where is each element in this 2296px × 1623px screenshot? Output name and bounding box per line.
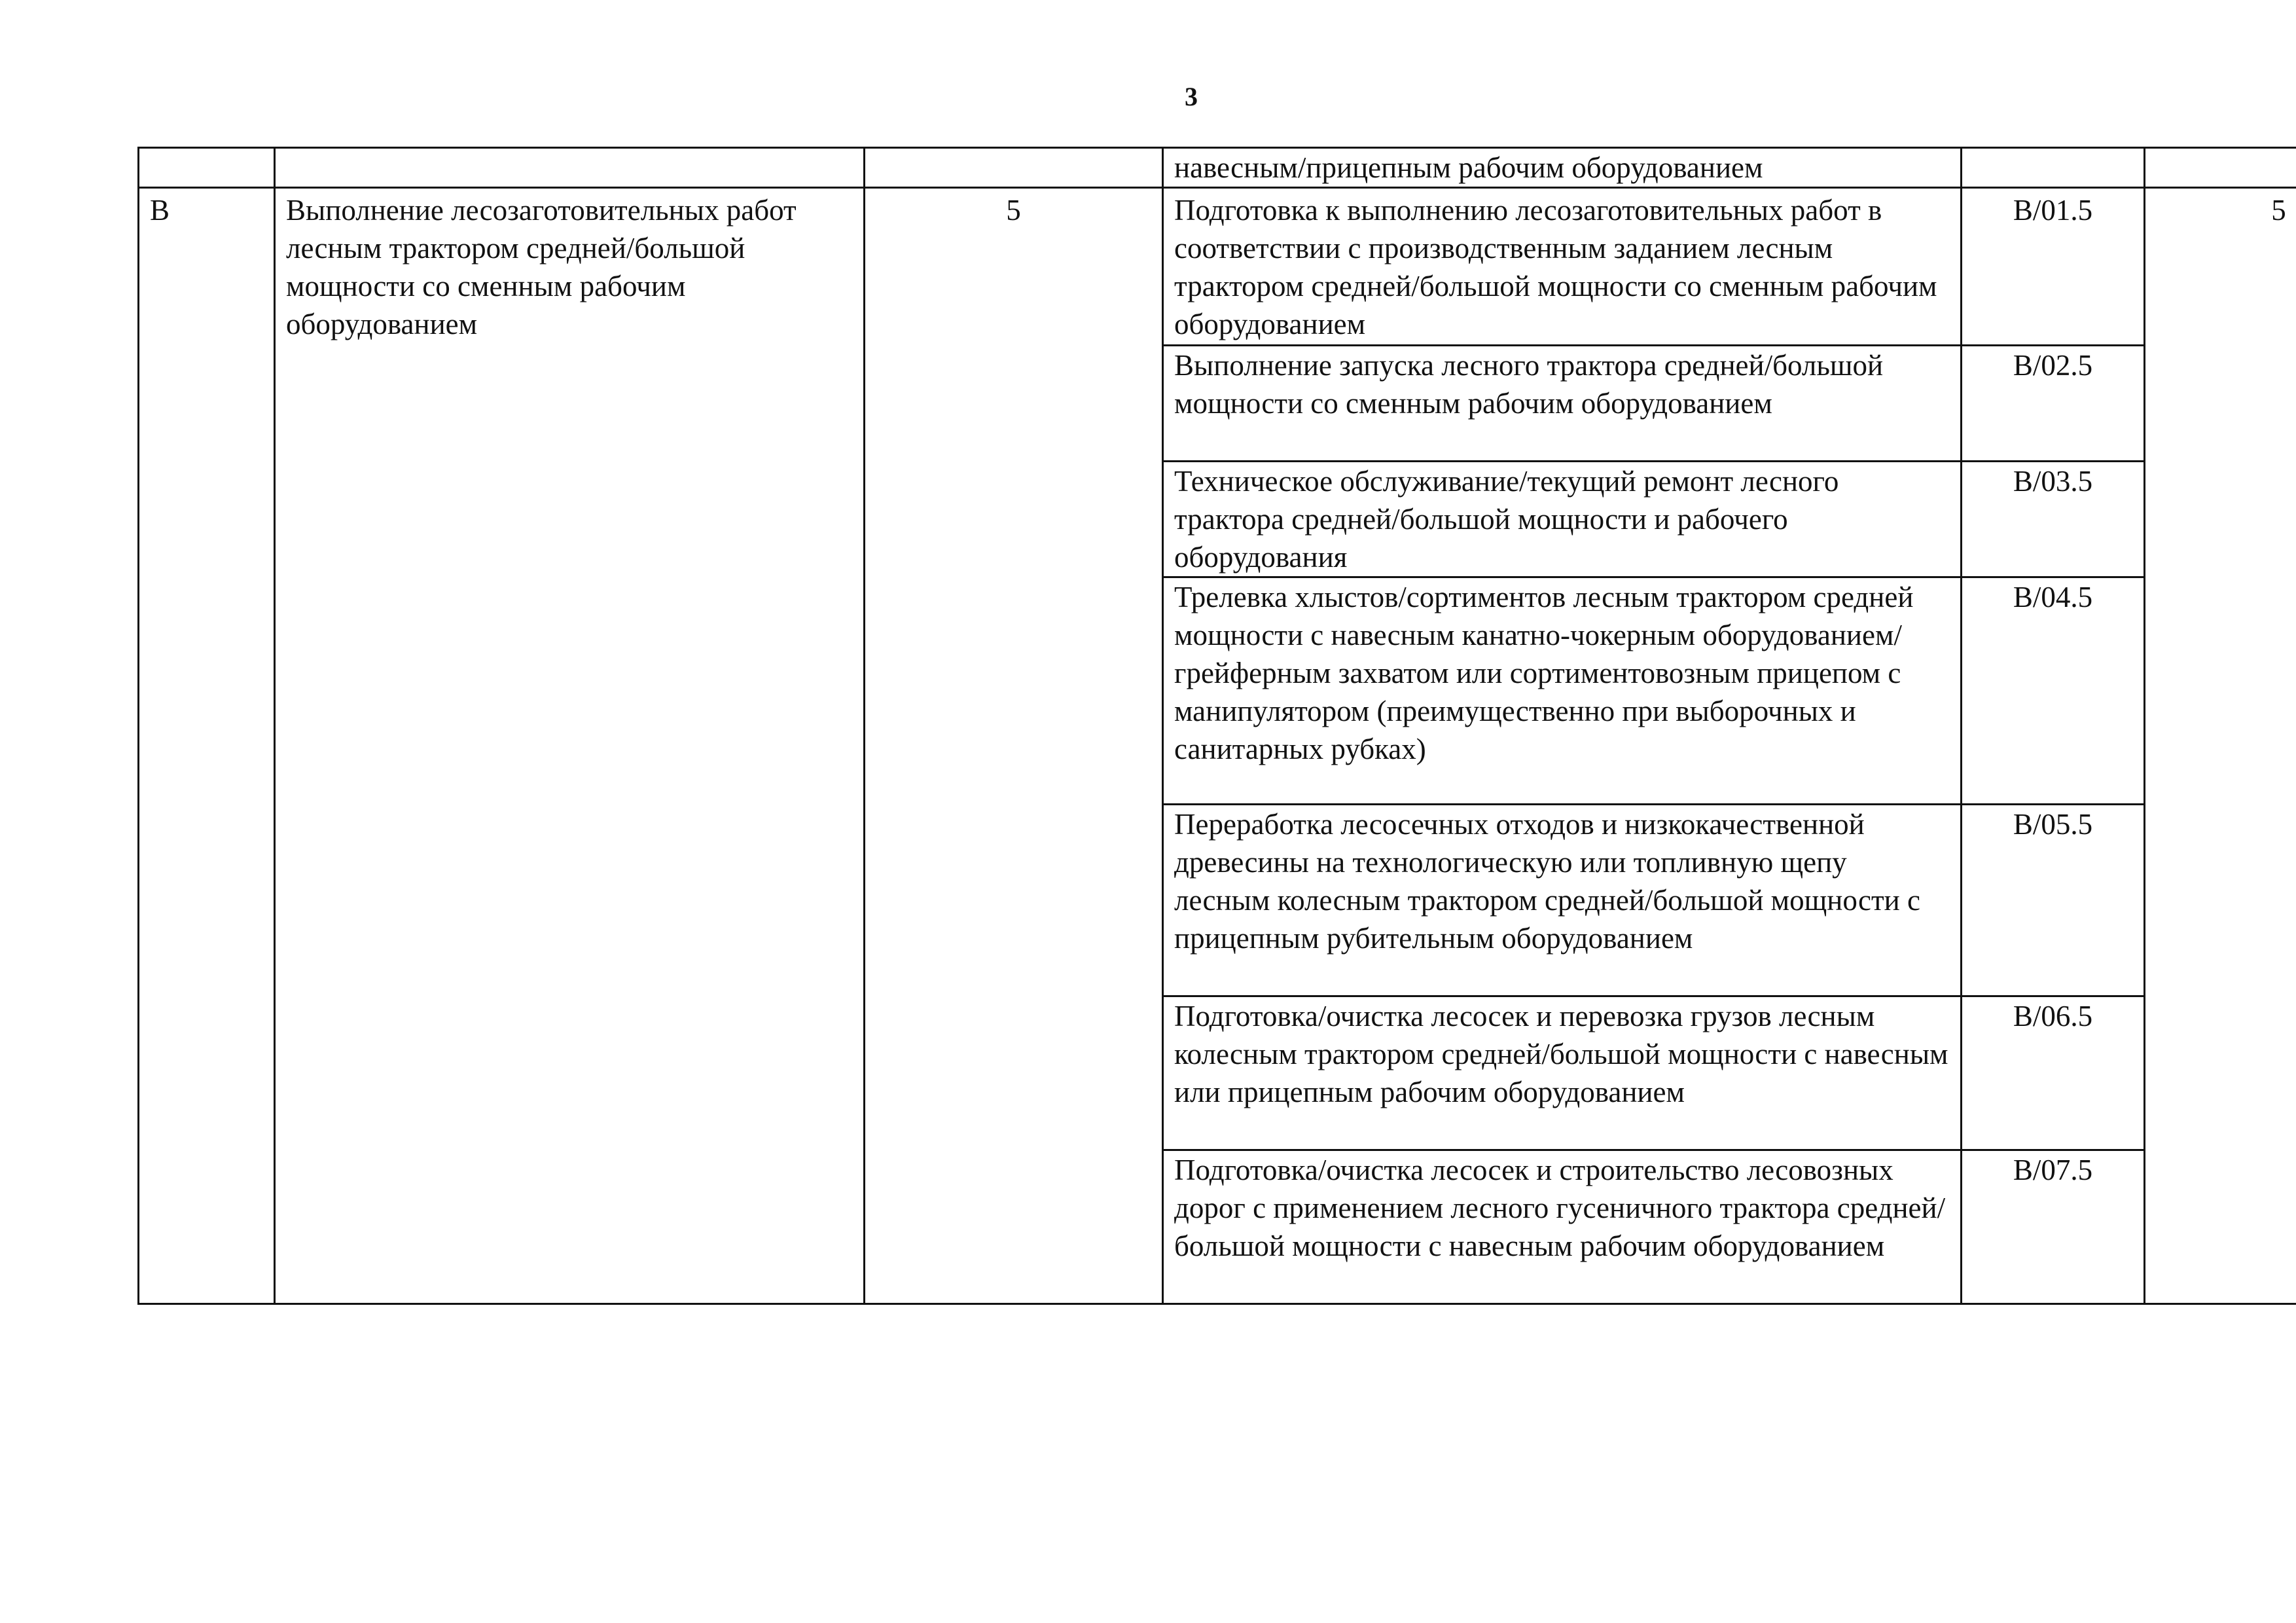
page-number: 3 [1185,82,1198,111]
labor-function-code: B/05.5 [1962,805,2145,996]
continuation-function-code-cell [1962,148,2145,188]
professional-standard-table [137,147,2296,1305]
generalized-function-name: Выполнение лесозаготовительных работ лесным трактором средней/большой мощности со сменным рабочим оборудованием [275,188,865,1304]
labor-functions-level: 5 [2145,188,2296,1304]
labor-function-name: Выполнение запуска лесного трактора средней/большой мощности со сменным рабочим оборудованием [1163,346,1962,462]
labor-function-name: Подготовка/очистка лесосек и строительство лесовозных дорог с применением лесного гусеничного трактора средней/большой мощности с навесным рабочим оборудованием [1163,1150,1962,1304]
continuation-row [139,148,2296,188]
labor-function-name: Переработка лесосечных отходов и низкокачественной древесины на технологическую или топливную щепу лесным колесным трактором средней/большой мощности с прицепным рубительным оборудованием [1163,805,1962,996]
labor-function-name: Техническое обслуживание/текущий ремонт лесного трактора средней/большой мощности и рабочего оборудования [1163,462,1962,577]
continuation-code-cell [139,148,275,188]
labor-function-name: Трелевка хлыстов/сортиментов лесным трактором средней мощности с навесным канатно-чокерным оборудованием/ грейферным захватом или сортиментовозным прицепом с манипулятором (преимущественно при выборочных и санитарных рубках) [1163,577,1962,805]
generalized-function-code: B [139,188,275,1304]
labor-function-name: Подготовка/очистка лесосек и перевозка грузов лесным колесным трактором средней/большой мощности с навесным или прицепным рабочим оборудованием [1163,996,1962,1150]
continuation-name-cell [275,148,865,188]
labor-function-code: B/07.5 [1962,1150,2145,1304]
labor-function-code: B/04.5 [1962,577,2145,805]
continuation-level-cell [865,148,1163,188]
labor-function-name: Подготовка к выполнению лесозаготовительных работ в соответствии с производственным заданием лесным трактором средней/большой мощности со сменным рабочим оборудованием [1163,188,1962,346]
labor-function-code: B/06.5 [1962,996,2145,1150]
generalized-function-level: 5 [865,188,1163,1304]
table-row [139,188,2296,346]
continuation-function-cell: навесным/прицепным рабочим оборудованием [1163,148,1962,188]
labor-function-code: B/03.5 [1962,462,2145,577]
labor-function-code: B/02.5 [1962,346,2145,462]
continuation-function-level-cell [2145,148,2296,188]
labor-function-code: B/01.5 [1962,188,2145,346]
